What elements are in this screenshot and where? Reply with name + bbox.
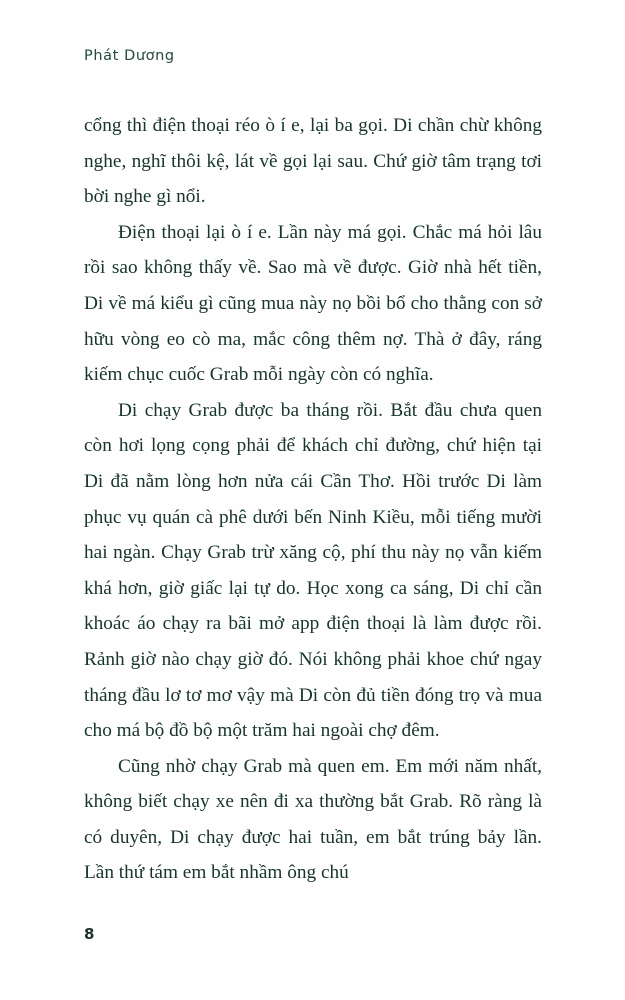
paragraph: Điện thoại lại ò í e. Lần này má gọi. Chắc má hỏi lâu rồi sao không thấy về. Sao mà về được. Giờ nhà hết tiền, Di về má kiểu gì cũng mua này nọ bồi bổ cho thằng con sở hữu vòng eo cò ma, mắc công thêm nợ. Thà ở đây, ráng kiếm chục cuốc Grab mỗi ngày còn có nghĩa. (84, 221, 542, 386)
paragraph: cổng thì điện thoại réo ò í e, lại ba gọi. Di chần chừ không nghe, nghĩ thôi kệ, lát về gọi lại sau. Chứ giờ tâm trạng tơi bời nghe gì nổi. (84, 115, 542, 208)
page-number: 8 (84, 925, 95, 943)
paragraph: Di chạy Grab được ba tháng rồi. Bắt đầu chưa quen còn hơi lọng cọng phải để khách chỉ đường, chứ hiện tại Di đã nằm lòng hơn nửa cái Cần Thơ. Hồi trước Di làm phục vụ quán cà phê dưới bến Ninh Kiều, mỗi tiếng mười hai ngàn. Chạy Grab trừ xăng cộ, phí thu này nọ vẫn kiếm khá hơn, giờ giấc lại tự do. Học xong ca sáng, Di chỉ cần khoác áo chạy ra bãi mở app điện thoại là làm được rồi. Rảnh giờ nào chạy giờ đó. Nói không phải khoe chứ ngay tháng đầu lơ tơ mơ vậy mà Di còn đủ tiền đóng trọ và mua cho má bộ đồ bộ một trăm hai ngoài chợ đêm. (84, 399, 542, 742)
body-text (84, 108, 542, 891)
running-head: Phát Dương (84, 48, 175, 64)
paragraph: Cũng nhờ chạy Grab mà quen em. Em mới năm nhất, không biết chạy xe nên đi xa thường bắt Grab. Rõ ràng là có duyên, Di chạy được hai tuần, em bắt trúng bảy lần. Lần thứ tám em bắt nhầm ông chú (84, 755, 542, 884)
